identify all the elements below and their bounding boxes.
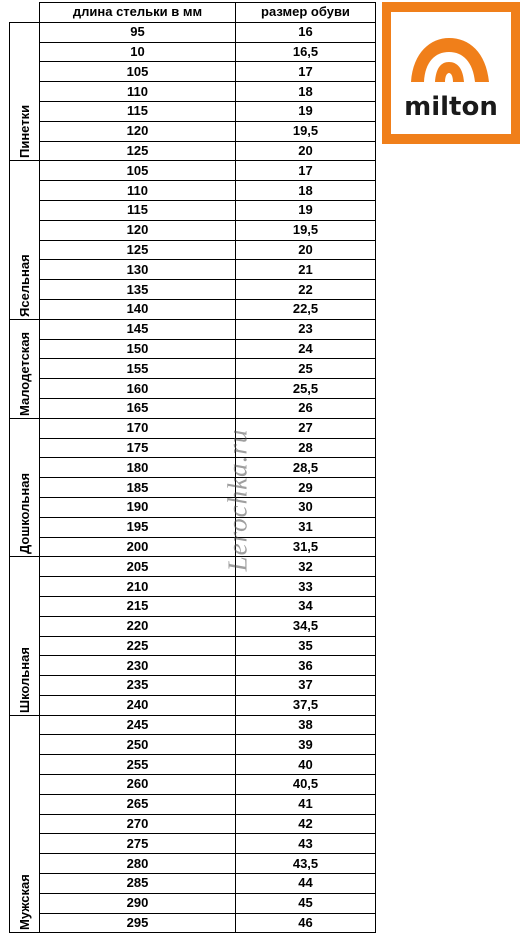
table-row: [10, 874, 376, 894]
table-row: [10, 240, 376, 260]
table-row: [10, 616, 376, 636]
header-row: [10, 3, 376, 23]
shoe-size-cell: 25,5: [236, 379, 376, 399]
shoe-size-cell: 16,5: [236, 42, 376, 62]
insole-length-cell: 110: [40, 181, 236, 201]
table-row: [10, 557, 376, 577]
shoe-size-cell: 42: [236, 814, 376, 834]
insole-length-cell: 200: [40, 537, 236, 557]
shoe-size-cell: 40,5: [236, 775, 376, 795]
table-row: [10, 478, 376, 498]
shoe-size-cell: 28,5: [236, 458, 376, 478]
group-label: Дошкольная: [16, 473, 32, 555]
insole-length-cell: 125: [40, 240, 236, 260]
table-row: [10, 379, 376, 399]
insole-length-cell: 95: [40, 22, 236, 42]
shoe-size-cell: 22,5: [236, 299, 376, 319]
shoe-size-cell: 26: [236, 398, 376, 418]
insole-length-cell: 185: [40, 478, 236, 498]
size-chart-table: [9, 2, 376, 933]
table-row: [10, 676, 376, 696]
table-row: [10, 62, 376, 82]
shoe-size-cell: 36: [236, 656, 376, 676]
insole-length-cell: 225: [40, 636, 236, 656]
table-row: [10, 121, 376, 141]
group-label: Пинетки: [16, 105, 32, 159]
insole-length-cell: 120: [40, 220, 236, 240]
group-cell: [10, 161, 40, 319]
shoe-size-cell: 17: [236, 62, 376, 82]
insole-length-cell: 105: [40, 161, 236, 181]
table-row: [10, 893, 376, 913]
shoe-size-cell: 20: [236, 141, 376, 161]
insole-length-cell: 295: [40, 913, 236, 933]
group-label: Малодетская: [16, 331, 32, 416]
shoe-size-cell: 18: [236, 82, 376, 102]
header-insole-length: длина стельки в мм: [40, 3, 236, 23]
shoe-size-cell: 31,5: [236, 537, 376, 557]
insole-length-cell: 210: [40, 577, 236, 597]
shoe-size-cell: 28: [236, 438, 376, 458]
insole-length-cell: 205: [40, 557, 236, 577]
shoe-size-cell: 33: [236, 577, 376, 597]
shoe-size-cell: 16: [236, 22, 376, 42]
shoe-size-cell: 43: [236, 834, 376, 854]
shoe-size-cell: 41: [236, 794, 376, 814]
shoe-size-cell: 27: [236, 418, 376, 438]
shoe-size-cell: 32: [236, 557, 376, 577]
table-row: [10, 596, 376, 616]
logo-text: milton: [404, 92, 498, 122]
shoe-size-cell: 23: [236, 319, 376, 339]
group-label: Школьная: [16, 646, 32, 713]
insole-length-cell: 265: [40, 794, 236, 814]
insole-length-cell: 195: [40, 517, 236, 537]
shoe-size-cell: 37,5: [236, 695, 376, 715]
shoe-size-cell: 43,5: [236, 854, 376, 874]
shoe-size-cell: 30: [236, 497, 376, 517]
table-row: [10, 834, 376, 854]
shoe-size-cell: 17: [236, 161, 376, 181]
shoe-size-cell: 20: [236, 240, 376, 260]
table-row: [10, 101, 376, 121]
table-row: [10, 398, 376, 418]
insole-length-cell: 120: [40, 121, 236, 141]
table-row: [10, 458, 376, 478]
table-row: [10, 299, 376, 319]
table-row: [10, 913, 376, 933]
shoe-size-cell: 19: [236, 200, 376, 220]
table-row: [10, 735, 376, 755]
shoe-size-cell: 45: [236, 893, 376, 913]
milton-logo: [382, 2, 520, 144]
insole-length-cell: 180: [40, 458, 236, 478]
group-label: Мужская: [16, 874, 32, 931]
shoe-size-cell: 35: [236, 636, 376, 656]
insole-length-cell: 160: [40, 379, 236, 399]
header-shoe-size: размер обуви: [236, 3, 376, 23]
milton-m-logo-icon: [391, 12, 511, 134]
table-row: [10, 22, 376, 42]
header-group-blank: [10, 3, 40, 23]
table-row: [10, 656, 376, 676]
insole-length-cell: 170: [40, 418, 236, 438]
shoe-size-cell: 29: [236, 478, 376, 498]
table-row: [10, 755, 376, 775]
shoe-size-cell: 34: [236, 596, 376, 616]
table-row: [10, 636, 376, 656]
insole-length-cell: 275: [40, 834, 236, 854]
group-label: Ясельная: [16, 254, 32, 317]
insole-length-cell: 115: [40, 101, 236, 121]
table-row: [10, 715, 376, 735]
insole-length-cell: 145: [40, 319, 236, 339]
table-row: [10, 220, 376, 240]
table-row: [10, 438, 376, 458]
insole-length-cell: 10: [40, 42, 236, 62]
shoe-size-cell: 25: [236, 359, 376, 379]
shoe-size-cell: 19,5: [236, 220, 376, 240]
shoe-size-cell: 40: [236, 755, 376, 775]
table-row: [10, 82, 376, 102]
logo-background: [391, 12, 511, 134]
insole-length-cell: 250: [40, 735, 236, 755]
insole-length-cell: 115: [40, 200, 236, 220]
table-row: [10, 517, 376, 537]
group-cell: [10, 22, 40, 161]
insole-length-cell: 140: [40, 299, 236, 319]
insole-length-cell: 135: [40, 280, 236, 300]
table-row: [10, 794, 376, 814]
shoe-size-cell: 39: [236, 735, 376, 755]
table-row: [10, 260, 376, 280]
insole-length-cell: 155: [40, 359, 236, 379]
insole-length-cell: 230: [40, 656, 236, 676]
group-cell: [10, 557, 40, 715]
shoe-size-cell: 38: [236, 715, 376, 735]
insole-length-cell: 125: [40, 141, 236, 161]
insole-length-cell: 130: [40, 260, 236, 280]
table-row: [10, 854, 376, 874]
insole-length-cell: 175: [40, 438, 236, 458]
insole-length-cell: 165: [40, 398, 236, 418]
insole-length-cell: 270: [40, 814, 236, 834]
table-row: [10, 814, 376, 834]
watermark-text: Lerochka.ru: [222, 428, 253, 572]
table-row: [10, 181, 376, 201]
table-row: [10, 141, 376, 161]
shoe-size-cell: 24: [236, 339, 376, 359]
insole-length-cell: 240: [40, 695, 236, 715]
insole-length-cell: 215: [40, 596, 236, 616]
insole-length-cell: 150: [40, 339, 236, 359]
insole-length-cell: 105: [40, 62, 236, 82]
shoe-size-cell: 19,5: [236, 121, 376, 141]
shoe-size-cell: 22: [236, 280, 376, 300]
table-row: [10, 695, 376, 715]
table-row: [10, 537, 376, 557]
table-row: [10, 161, 376, 181]
shoe-size-cell: 37: [236, 676, 376, 696]
table-row: [10, 497, 376, 517]
table-row: [10, 319, 376, 339]
shoe-size-cell: 34,5: [236, 616, 376, 636]
table-row: [10, 200, 376, 220]
shoe-size-cell: 19: [236, 101, 376, 121]
insole-length-cell: 245: [40, 715, 236, 735]
shoe-size-cell: 18: [236, 181, 376, 201]
table-row: [10, 577, 376, 597]
group-cell: [10, 319, 40, 418]
group-cell: [10, 418, 40, 557]
group-cell: [10, 715, 40, 933]
table-row: [10, 418, 376, 438]
insole-length-cell: 255: [40, 755, 236, 775]
insole-length-cell: 110: [40, 82, 236, 102]
insole-length-cell: 260: [40, 775, 236, 795]
insole-length-cell: 235: [40, 676, 236, 696]
insole-length-cell: 220: [40, 616, 236, 636]
table-row: [10, 280, 376, 300]
shoe-size-cell: 21: [236, 260, 376, 280]
table-row: [10, 339, 376, 359]
shoe-size-cell: 46: [236, 913, 376, 933]
insole-length-cell: 285: [40, 874, 236, 894]
table-row: [10, 775, 376, 795]
shoe-size-cell: 44: [236, 874, 376, 894]
insole-length-cell: 190: [40, 497, 236, 517]
table-row: [10, 42, 376, 62]
insole-length-cell: 290: [40, 893, 236, 913]
insole-length-cell: 280: [40, 854, 236, 874]
table-row: [10, 359, 376, 379]
shoe-size-cell: 31: [236, 517, 376, 537]
